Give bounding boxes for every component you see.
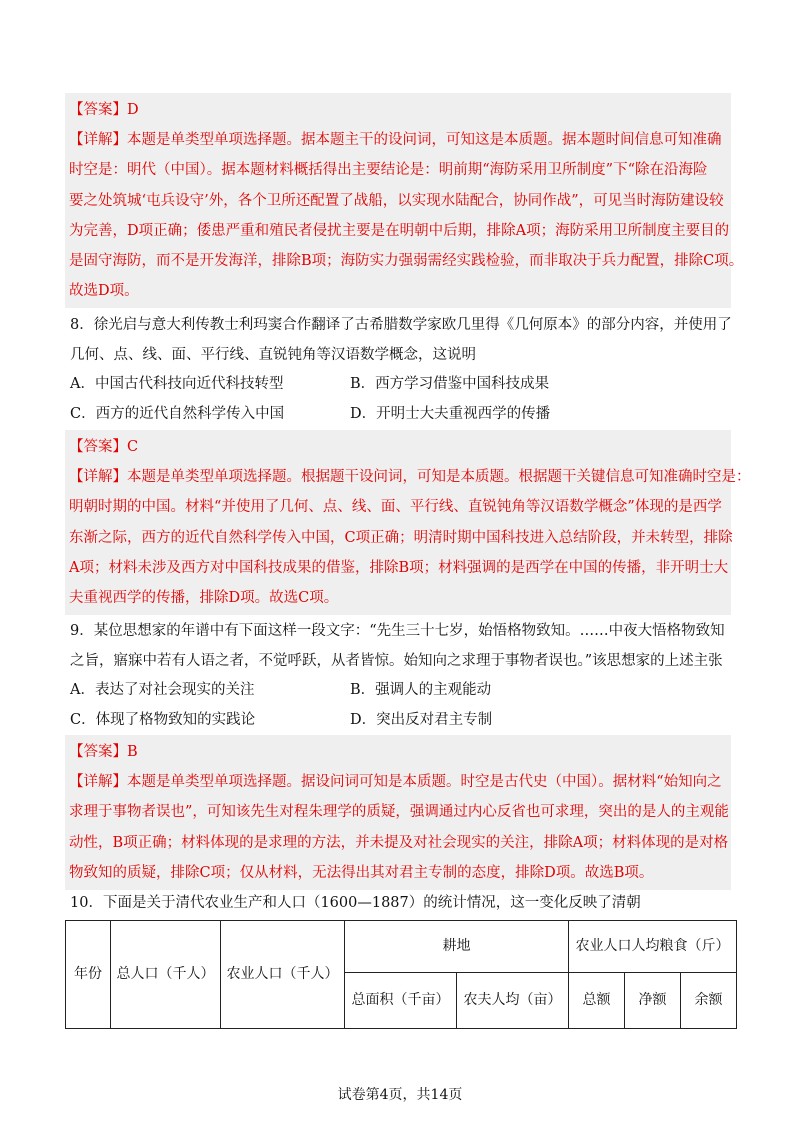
answer-label: 【答案】D bbox=[69, 102, 139, 118]
option-d: D．突出反对君主专制 bbox=[350, 711, 493, 728]
answer-label: 【答案】C bbox=[69, 439, 139, 455]
option-a: A．表达了对社会现实的关注 bbox=[70, 682, 255, 699]
question-stem-line: 10．下面是关于清代农业生产和人口（1600—1887）的统计情况，这一变化反映了清朝 bbox=[70, 895, 641, 911]
question-stem-line: 几何、点、线、面、平行线、直锐钝角等汉语数学概念，这说明 bbox=[70, 346, 476, 363]
question-stem-line: 之旨，寤寐中若有人语之者，不觉呼跃，从者皆惊。始知向之求理于事物者误也。”该思想家的上述主张 bbox=[70, 652, 723, 669]
answer-block-q8 bbox=[65, 430, 751, 615]
detail-line: 动性，B项正确；材料体现的是求理的方法，并未提及对社会现实的关注，排除A项；材料体现的是对格 bbox=[69, 834, 729, 851]
detail-line: 为完善，D项正确；倭患严重和殖民者侵扰主要是在明朝中后期，排除A项；海防采用卫所制度主要目的 bbox=[69, 222, 730, 239]
header-total-area: 总面积（千亩） bbox=[345, 973, 457, 1029]
header-total-population: 总人口（千人） bbox=[111, 921, 221, 1029]
options-row bbox=[70, 400, 736, 430]
header-agricultural-population: 农业人口（千人） bbox=[221, 921, 345, 1029]
detail-line: 【详解】本题是单类型单项选择题。据本题主干的设问词，可知这是本质题。据本题时间信息可知准确 bbox=[69, 132, 722, 149]
option-d: D．开明士大夫重视西学的传播 bbox=[350, 405, 551, 422]
header-net: 净额 bbox=[625, 973, 681, 1029]
options-row bbox=[70, 706, 736, 736]
detail-line: 故选D项。 bbox=[69, 283, 139, 300]
detail-line: 是固守海防，而不是开发海洋，排除B项；海防实力强弱需经实践检验，而非取决于兵力配置，排除C项。 bbox=[69, 253, 744, 270]
header-grain-per-capita: 农业人口人均粮食（斤） bbox=[569, 921, 737, 973]
statistics-table bbox=[65, 920, 737, 1029]
detail-line: A项；材料未涉及西方对中国科技成果的借鉴，排除B项；材料强调的是西学在中国的传播，非开明士大 bbox=[69, 559, 729, 576]
detail-line: 【详解】本题是单类型单项选择题。据设问词可知是本质题。时空是古代史（中国）。据材料“始知向之 bbox=[69, 774, 722, 791]
detail-line: 物致知的质疑，排除C项；仅从材料，无法得出其对君主专制的态度，排除D项。故选B项。 bbox=[69, 864, 654, 881]
question-8 bbox=[70, 311, 736, 429]
answer-label: 【答案】B bbox=[69, 744, 138, 760]
header-year: 年份 bbox=[66, 921, 111, 1029]
page-footer: 试卷第4页，共14页 bbox=[337, 1087, 463, 1103]
header-surplus: 余额 bbox=[681, 973, 737, 1029]
answer-block-q9 bbox=[65, 735, 731, 890]
question-9 bbox=[70, 617, 736, 735]
detail-line: 明朝时期的中国。材料“并使用了几何、点、线、面、平行线、直锐钝角等汉语数学概念”体现的是西学 bbox=[69, 499, 722, 516]
option-a: A．中国古代科技向近代科技转型 bbox=[70, 376, 284, 393]
detail-line: 【详解】本题是单类型单项选择题。根据题干设问词，可知是本质题。根据题干关键信息可知准确时空是： bbox=[69, 469, 751, 486]
detail-line: 求理于事物者误也”，可知该先生对程朱理学的质疑，强调通过内心反省也可求理，突出的是人的主观能 bbox=[69, 804, 729, 821]
question-stem-line: 9．某位思想家的年谱中有下面这样一段文字：“先生三十七岁，始悟格物致知。……中夜大悟格物致知 bbox=[70, 623, 725, 639]
question-stem-line: 8．徐光启与意大利传教士利玛窦合作翻译了古希腊数学家欧几里得《几何原本》的部分内容，并使用了 bbox=[70, 317, 732, 333]
question-10 bbox=[70, 889, 736, 919]
header-gross: 总额 bbox=[569, 973, 625, 1029]
options-row bbox=[70, 676, 736, 706]
header-farmland: 耕地 bbox=[345, 921, 569, 973]
option-b: B．强调人的主观能动 bbox=[350, 682, 492, 699]
detail-line: 要之处筑城‘屯兵设守’外，各个卫所还配置了战船，以实现水陆配合，协同作战”，可见当时海防建设较 bbox=[69, 192, 724, 209]
detail-line: 东渐之际，西方的近代自然科学传入中国，C项正确；明清时期中国科技进入总结阶段，并未转型，排除 bbox=[69, 529, 733, 546]
detail-line: 夫重视西学的传播，排除D项。故选C项。 bbox=[69, 590, 339, 607]
option-c: C．体现了格物致知的实践论 bbox=[70, 711, 256, 728]
option-b: B．西方学习借鉴中国科技成果 bbox=[350, 376, 550, 393]
options-row bbox=[70, 370, 736, 400]
option-c: C．西方的近代自然科学传入中国 bbox=[70, 405, 285, 422]
detail-line: 时空是：明代（中国）。据本题材料概括得出主要结论是：明前期“海防采用卫所制度”下“除在沿海险 bbox=[69, 162, 708, 179]
header-per-farmer: 农夫人均（亩） bbox=[457, 973, 569, 1029]
answer-block-q7 bbox=[65, 93, 744, 308]
